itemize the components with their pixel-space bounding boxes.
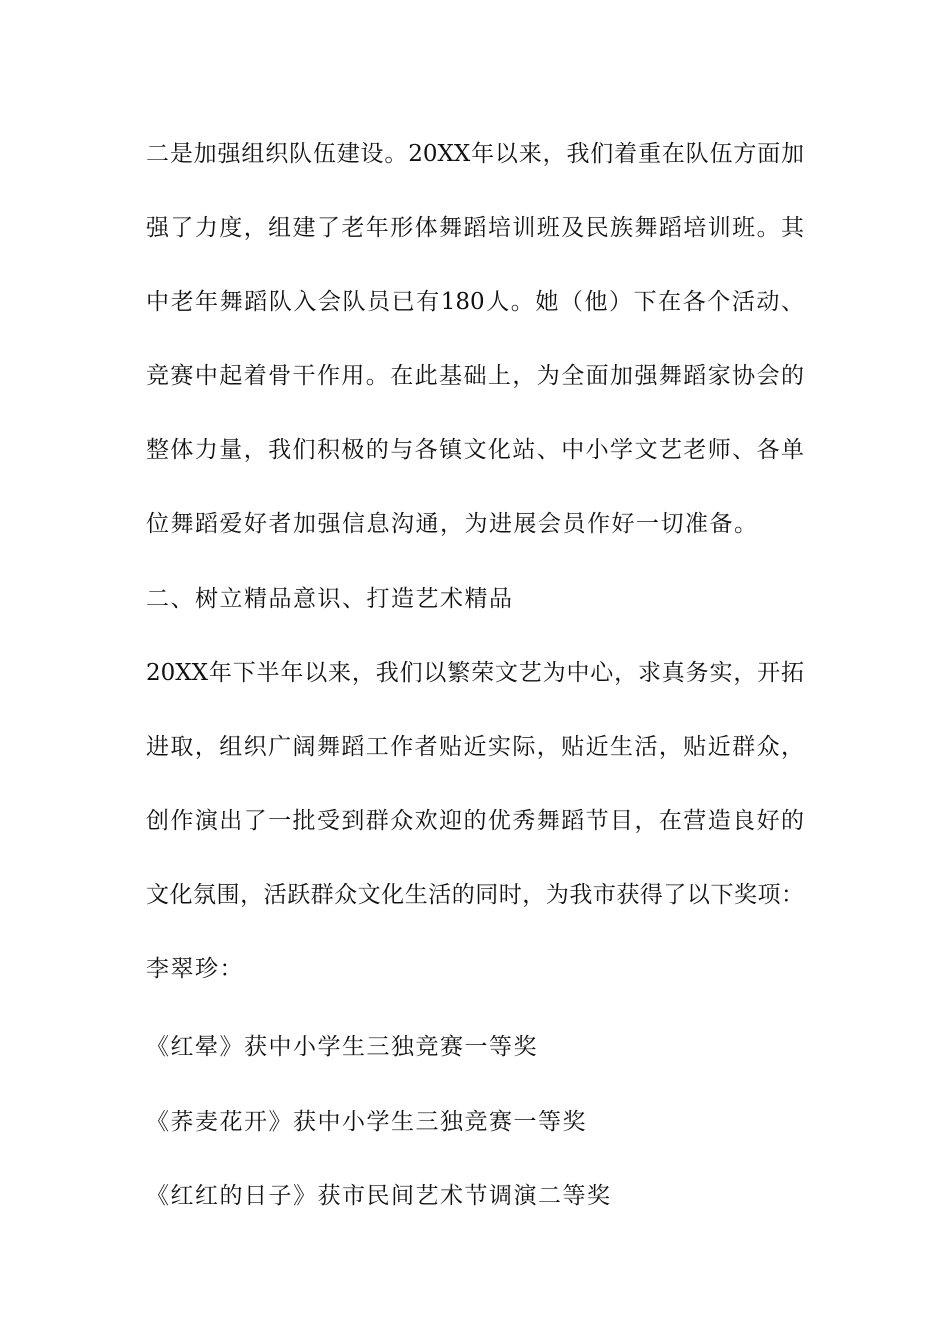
paragraph-1-line-1: 二是加强组织队伍建设。20XX年以来，我们着重在队伍方面加: [146, 141, 804, 167]
paragraph-2-line-2: 进取，组织广阔舞蹈工作者贴近实际，贴近生活，贴近群众，: [146, 734, 804, 760]
section-heading: 二、树立精品意识、打造艺术精品: [146, 586, 514, 612]
paragraph-2-line-3: 创作演出了一批受到群众欢迎的优秀舞蹈节目，在营造良好的: [146, 808, 804, 834]
paragraph-1-line-4: 竞赛中起着骨干作用。在此基础上，为全面加强舞蹈家协会的: [146, 363, 804, 389]
paragraph-1-line-3: 中老年舞蹈队入会队员已有180人。她（他）下在各个活动、: [146, 289, 804, 315]
award-item-3: 《红红的日子》获市民间艺术节调演二等奖: [146, 1183, 612, 1209]
award-item-2: 《荞麦花开》获中小学生三独竞赛一等奖: [146, 1109, 587, 1135]
awardee-name: 李翠珍：: [146, 956, 244, 982]
paragraph-1-line-2: 强了力度，组建了老年形体舞蹈培训班及民族舞蹈培训班。其: [146, 215, 804, 241]
paragraph-2-line-4: 文化氛围，活跃群众文化生活的同时，为我市获得了以下奖项：: [146, 882, 804, 908]
paragraph-1-line-5: 整体力量，我们积极的与各镇文化站、中小学文艺老师、各单: [146, 437, 804, 463]
award-item-1: 《红晕》获中小学生三独竞赛一等奖: [146, 1034, 538, 1060]
paragraph-2-line-1: 20XX年下半年以来，我们以繁荣文艺为中心，求真务实，开拓: [146, 660, 804, 686]
paragraph-1-line-6: 位舞蹈爱好者加强信息沟通，为进展会员作好一切准备。: [146, 511, 759, 537]
